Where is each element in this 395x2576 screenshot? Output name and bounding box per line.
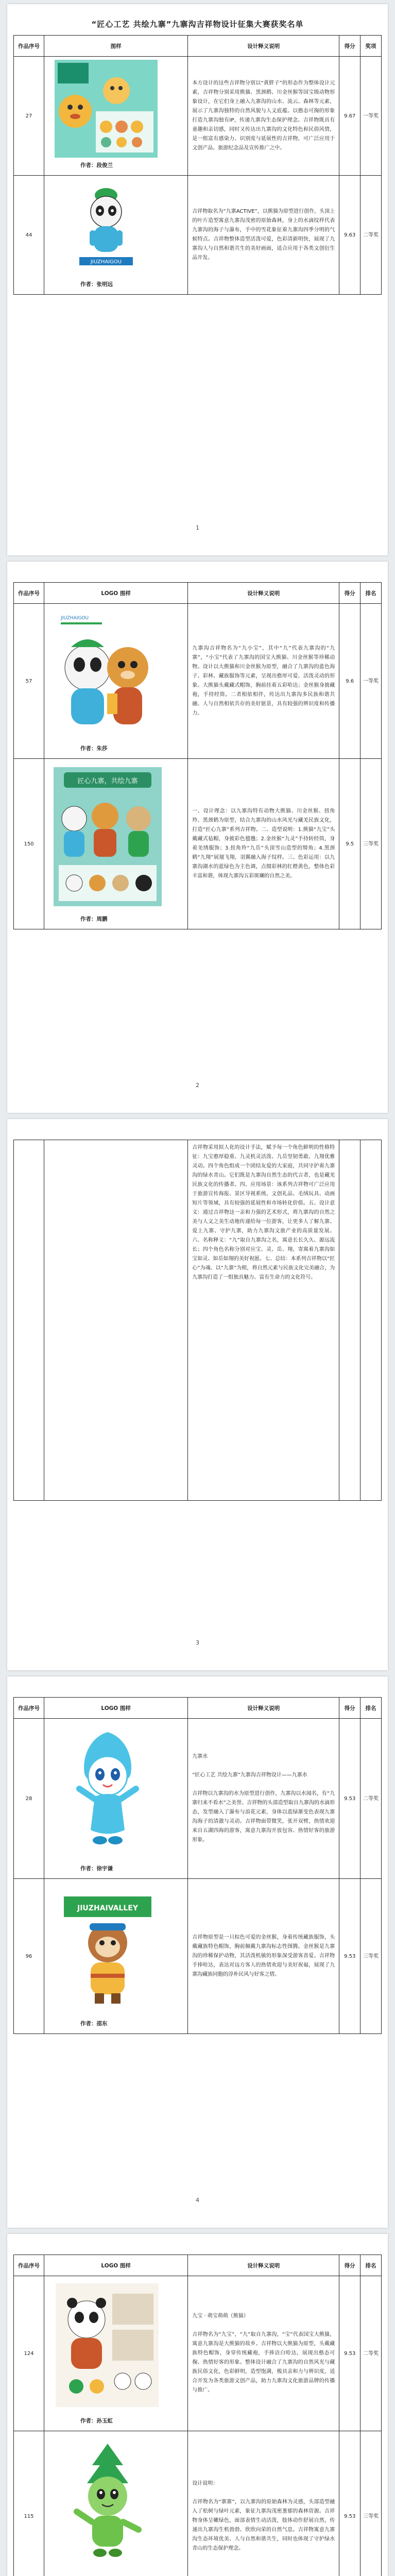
table-row (14, 2431, 382, 2576)
entry-number: 96 (14, 1879, 44, 2034)
banner-text: 匠心九寨，共绘九寨 (77, 777, 138, 785)
entry-author: 作者：段俊兰 (80, 162, 113, 168)
mascot-sheet-image (56, 2283, 159, 2407)
entry-award: 三等奖 (360, 759, 382, 929)
header-award: 奖项 (360, 36, 382, 57)
entry-number: 27 (14, 57, 44, 176)
header-image: LOGO 图样 (44, 2255, 188, 2276)
entry-image-cell (44, 2431, 188, 2576)
mascot-image (64, 1886, 151, 2010)
mascot-sheet-image (55, 60, 158, 158)
entry-description: 九宝 · 萌宝萌萌（熊猫） 吉祥物名为“九宝”，“九”取自九寨沟，“宝”代表国宝大熊猫，寓意九寨沟是大熊猫的故乡。吉祥物以大熊猫为原型，头戴藏族特色帽饰，身穿传统藏袍，手捧洁白哈达，展现出憨态可掬、热情好客的形象。整体设计融合了九寨沟的自然风光与藏族民俗文化，色彩鲜明，造型饱满，极具亲和力与辨识度，适合开发为各类旅游文创产品，助力九寨沟文化旅游品牌的传播与推广。 (188, 2276, 339, 2431)
table-header-row (14, 583, 382, 604)
entry-description: 本方设计的这些吉祥物分别以“黄胖子”的形态作为整体设计元素，吉祥物分别采用熊猫、黑颈鹤、川金丝猴等国宝级动物形象设计，在它们身上融入九寨沟的山水、流云、森林等元素，展示了九寨沟独特的自然风貌与人文底蕴。以憨态可掬的形象打造九寨沟独有IP，传递九寨沟生态保护理念。吉祥物既具有童趣和亲切感，同时又传达出九寨沟的文化特色和民俗风情，是一组富有感染力、识别度与延展性的吉祥物，可广泛应用于文创产品、旅游纪念品及宣传推广之中。 (188, 57, 339, 176)
entry-image-cell (44, 176, 188, 295)
entry-image-cell (44, 1140, 188, 1501)
entry-award: 三等奖 (360, 2431, 382, 2576)
entry-number: 57 (14, 604, 44, 759)
entry-score: 9.5 (339, 759, 360, 929)
entry-award: 一等奖 (360, 604, 382, 759)
entry-description: 设计说明： 吉祥物名为“寨寨”，以九寨沟的原始森林为灵感，头部造型融入了松树与绿叶元素，象征九寨沟茂密葱郁的森林资源。吉祥物身体呈嫩绿色，面部表情生动活泼，肢体动作舒展自然，传递出九寨沟生机勃勃、欣欣向荣的自然气息。吉祥物寓意九寨沟生态环境优美、人与自然和谐共生，同时也体现了守护绿水青山的生态保护理念。 (188, 2431, 339, 2576)
mascot-image (69, 1727, 146, 1856)
entry-award: 一等奖 (360, 57, 382, 176)
header-score: 得分 (339, 583, 360, 604)
mascot-image (75, 181, 137, 274)
page-number: 2 (196, 1082, 199, 1089)
entry-score: 9.53 (339, 2276, 360, 2431)
header-description: 设计释义说明 (188, 2255, 339, 2276)
entry-image-cell (44, 1719, 188, 1879)
entry-image-cell (44, 2276, 188, 2431)
entry-score: 9.53 (339, 1719, 360, 1879)
page-4 (7, 1676, 388, 2228)
entry-number: 115 (14, 2431, 44, 2576)
header-description: 设计释义说明 (188, 583, 339, 604)
entry-number: 44 (14, 176, 44, 295)
entry-author: 作者：张明远 (80, 281, 113, 287)
mascot-group-image (54, 767, 162, 906)
awards-table-2 (13, 582, 382, 929)
page-number: 1 (196, 524, 199, 531)
header-description: 设计释义说明 (188, 36, 339, 57)
entry-score: 9.67 (339, 57, 360, 176)
header-description: 设计释义说明 (188, 1698, 339, 1719)
entry-image-cell (44, 759, 188, 929)
entry-image-cell (44, 57, 188, 176)
banner-text: JIUZHAIVALLEY (77, 1904, 138, 1912)
entry-score: 9.53 (339, 2431, 360, 2576)
entry-award: 二等奖 (360, 2276, 382, 2431)
table-row (14, 604, 382, 759)
page-number: 4 (196, 2197, 199, 2204)
awards-table-1 (13, 35, 382, 295)
entry-image-cell (44, 1879, 188, 2034)
entry-image-cell (44, 604, 188, 759)
table-header-row (14, 36, 382, 57)
entry-author: 作者：邵东 (80, 2021, 108, 2027)
header-no: 作品序号 (14, 1698, 44, 1719)
mascot-image (56, 611, 159, 740)
table-row (14, 176, 382, 295)
table-row (14, 1140, 382, 1501)
entry-number: 124 (14, 2276, 44, 2431)
entry-description: 吉祥物取名为“九寨ACTIVE”，以熊猫为原型进行创作，头顶上的叶片造型寓意九寨沟茂密的原始森林，身上的水滴纹样代表九寨沟的海子与瀑布，手中的雪花象征着九寨沟四季分明的气候特点。吉祥物整体造型活泼可爱，色彩清新明快，展现了九寨沟人与自然和谐共生的美好画面，适合应用于各类文创衍生品开发。 (188, 176, 339, 295)
entry-description: 九寨水 “匠心工艺 共绘九寨”九寨沟吉祥物设计——九寨水 吉祥物以九寨沟的水为原型进行创作，九寨沟以水闻名，有“九寨归来不看水”之美誉。吉祥物的头部造型取自九寨沟的水滴形态，发型融入了瀑布与浪花元素，身体以蓝绿渐变色表现九寨沟海子的清澈与灵动。吉祥物面带微笑，张开双臂，热情欢迎来自五湖四海的游客，寓意九寨沟开放包容、热情好客的旅游形象。 (188, 1719, 339, 1879)
awards-table-5 (13, 2255, 382, 2576)
table-row (14, 1879, 382, 2034)
header-award: 排名 (360, 1698, 382, 1719)
table-row (14, 57, 382, 176)
banner-text: JIUZHAIGOU (61, 616, 89, 621)
header-image: LOGO 图样 (44, 1698, 188, 1719)
entry-description-continued: 吉祥物采用拟人化的设计手法，赋予每一个角色鲜明的性格特征：九宝憨厚稳重、九灵机灵活泼、九岳坚韧勇敢、九翔优雅灵动。四个角色组成一个团结友爱的大家庭，共同守护着九寨沟的绿水青山。它们既是九寨沟自然生态的代言者，也是藏羌民族文化的传播者。四、应用场景：该系列吉祥物可广泛应用于旅游宣传海报、景区导视系统、文创礼品、毛绒玩具、动画短片等领域，具有较强的延展性和市场转化价值。五、设计意义：通过吉祥物这一亲和力强的艺术形式，将九寨沟的自然之美与人文之美生动地传递给每一位游客，让更多人了解九寨、爱上九寨、守护九寨，助力九寨沟文旅产业的高质量发展。六、名称释义：“九”取自九寨沟之名，寓意长长久久、源远流长；四个角色名称分别对应宝、灵、岳、翔，寄寓着九寨沟如宝如灵、如岳如翔的美好祝愿。七、总结：本系列吉祥物以“匠心”为魂、以“九寨”为根，将自然元素与民族文化完美融合，为九寨沟打造了一组独具魅力、富有生命力的文化符号。 (188, 1140, 339, 1501)
header-score: 得分 (339, 2255, 360, 2276)
table-row (14, 1719, 382, 1879)
document-title: “匠心工艺 共绘九寨”九寨沟吉祥物设计征集大赛获奖名单 (91, 20, 304, 29)
header-no: 作品序号 (14, 2255, 44, 2276)
page-3 (7, 1119, 388, 1670)
awards-table-3 (13, 1140, 382, 1501)
entry-description: 吉祥物原型是一只棕色可爱的金丝猴，身着传统藏族服饰，头戴藏族特色帽饰，胸前佩戴九寨沟标志性图腾。金丝猴是九寨沟的珍稀保护动物，其活泼机敏的形象深受游客喜爱。吉祥物手捧哈达，表达对远方客人的热情欢迎与美好祝福，展现了九寨沟藏族同胞的淳朴民风与好客之情。 (188, 1879, 339, 2034)
banner-text: JIUZHAIGOU (90, 259, 122, 265)
entry-score: 9.63 (339, 176, 360, 295)
header-award: 排名 (360, 583, 382, 604)
page-number: 3 (196, 1639, 199, 1646)
table-row (14, 2276, 382, 2431)
header-score: 得分 (339, 36, 360, 57)
entry-award: 二等奖 (360, 1719, 382, 1879)
entry-author: 作者：徐宇谦 (80, 1866, 113, 1872)
header-award: 排名 (360, 2255, 382, 2276)
header-image: 图样 (44, 36, 188, 57)
entry-score: 9.53 (339, 1879, 360, 2034)
entry-author: 作者：朱莎 (80, 745, 108, 752)
entry-number: 150 (14, 759, 44, 929)
entry-description: 一、设计理念：以九寨沟特有动物大熊猫、川金丝猴、扭角羚、黑颈鹤为原型，结合九寨沟的山水风光与藏羌民族文化，打造“匠心九寨”系列吉祥物。二、造型说明：1.熊猫“九宝”头戴藏式毡帽，身披彩色氆氇；2.金丝猴“九灵”手持转经筒，身着羌绣服饰；3.扭角羚“九岳”头顶雪山造型的犄角；4.黑颈鹤“九翔”展翅飞翔，羽翼融入海子纹样。三、色彩运用：以九寨沟湖水的蓝绿色为主色调，点缀彩林的红橙黄色，整体色彩丰富和谐，体现九寨沟五彩斑斓的自然之美。 (188, 759, 339, 929)
table-header-row (14, 2255, 382, 2276)
table-row (14, 759, 382, 929)
table-header-row (14, 1698, 382, 1719)
header-score: 得分 (339, 1698, 360, 1719)
entry-author: 作者：周鹏 (80, 916, 108, 922)
page-5 (7, 2234, 388, 2576)
entry-description: 九寨沟吉祥物名为“九小宝”，其中“九”代表九寨沟的“九寨”，“小宝”代表了九寨沟的国宝大熊猫、川金丝猴等珍稀动物。设计以大熊猫和川金丝猴为原型，融合了九寨沟的蓝色海子、彩林、藏族服饰等元素，呈现出憨厚可爱、活泼灵动的形象。大熊猫头戴藏式帽饰，胸前挂着五彩哈达；金丝猴身披藏袍，手持经筒。二者相依相伴，传达出九寨沟多民族和谐共融、人与自然相依共存的美好愿景，具有较强的辨识度和传播力。 (188, 604, 339, 759)
awards-table-4 (13, 1697, 382, 2034)
mascot-image (64, 2439, 151, 2573)
entry-author: 作者：孙玉虹 (80, 2418, 113, 2424)
header-no: 作品序号 (14, 583, 44, 604)
page-2 (7, 562, 388, 1113)
entry-award: 二等奖 (360, 176, 382, 295)
page-1 (7, 4, 388, 555)
entry-score: 9.6 (339, 604, 360, 759)
header-image: LOGO 图样 (44, 583, 188, 604)
header-no: 作品序号 (14, 36, 44, 57)
entry-number: 28 (14, 1719, 44, 1879)
entry-award: 三等奖 (360, 1879, 382, 2034)
